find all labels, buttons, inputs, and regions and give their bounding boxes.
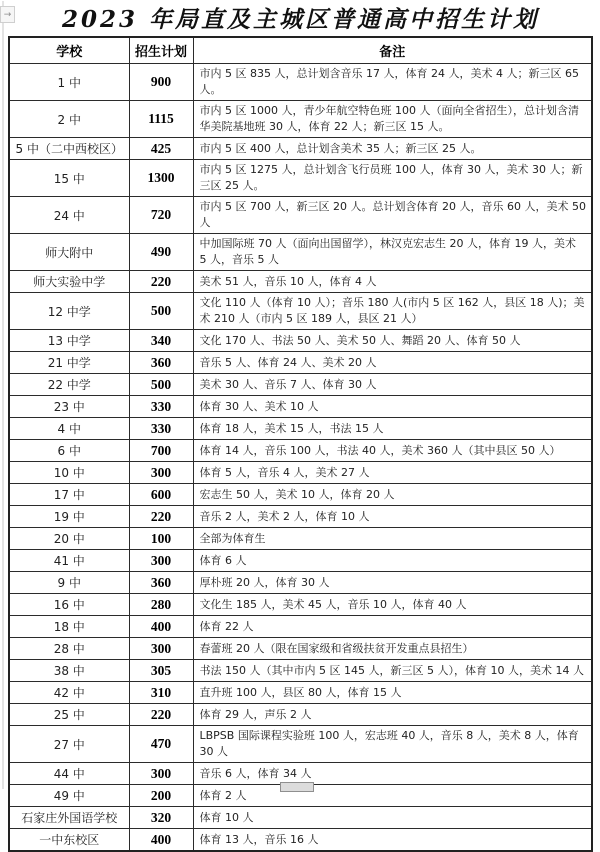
remark-cell: 市内 5 区 400 人，总计划含美术 35 人；新三区 25 人。: [193, 138, 592, 160]
table-row: [9, 374, 592, 396]
plan-cell: 320: [129, 807, 193, 829]
table-row: [9, 484, 592, 506]
school-cell: 18 中: [9, 616, 129, 638]
school-cell: 38 中: [9, 660, 129, 682]
school-cell: 5 中（二中西校区）: [9, 138, 129, 160]
remark-cell: 体育 30 人、美术 10 人: [193, 396, 592, 418]
school-cell: 25 中: [9, 704, 129, 726]
school-cell: 20 中: [9, 528, 129, 550]
plan-cell: 360: [129, 572, 193, 594]
plan-cell: 500: [129, 293, 193, 330]
plan-cell: 200: [129, 785, 193, 807]
plan-cell: 300: [129, 763, 193, 785]
plan-cell: 300: [129, 550, 193, 572]
remark-cell: 市内 5 区 835 人，总计划含音乐 17 人，体育 24 人，美术 4 人；新三区 65 人。: [193, 64, 592, 101]
school-cell: 28 中: [9, 638, 129, 660]
remark-cell: 美术 51 人，音乐 10 人，体育 4 人: [193, 271, 592, 293]
table-row: [9, 418, 592, 440]
plan-cell: 400: [129, 829, 193, 852]
remark-cell: 体育 29 人，声乐 2 人: [193, 704, 592, 726]
remark-cell: 音乐 5 人、体育 24 人、美术 20 人: [193, 352, 592, 374]
table-row: [9, 638, 592, 660]
table-row: [9, 160, 592, 197]
page-title: 2023 年局直及主城区普通高中招生计划: [61, 6, 540, 33]
table-row: [9, 271, 592, 293]
plan-cell: 220: [129, 506, 193, 528]
plan-cell: 425: [129, 138, 193, 160]
school-cell: 6 中: [9, 440, 129, 462]
table-row: [9, 352, 592, 374]
remark-cell: 直升班 100 人，县区 80 人，体育 15 人: [193, 682, 592, 704]
school-cell: 12 中学: [9, 293, 129, 330]
table-row: [9, 572, 592, 594]
school-cell: 9 中: [9, 572, 129, 594]
school-cell: 24 中: [9, 197, 129, 234]
table-row: [9, 807, 592, 829]
school-cell: 10 中: [9, 462, 129, 484]
school-cell: 27 中: [9, 726, 129, 763]
remark-cell: 市内 5 区 700 人，新三区 20 人。总计划含体育 20 人，音乐 60 人，美术 50 人: [193, 197, 592, 234]
school-cell: 42 中: [9, 682, 129, 704]
remark-cell: 音乐 6 人，体育 34 人: [193, 763, 592, 785]
page-edge-line: [2, 1, 4, 789]
plan-cell: 500: [129, 374, 193, 396]
remark-cell: 文化 110 人（体育 10 人）；音乐 180 人(市内 5 区 162 人，县区 18 人)；美术 210 人（市内 5 区 189 人，县区 21 人）: [193, 293, 592, 330]
arrow-right-icon: →: [3, 9, 12, 20]
plan-cell: 300: [129, 462, 193, 484]
table-row: [9, 330, 592, 352]
remark-cell: 全部为体育生: [193, 528, 592, 550]
plan-cell: 360: [129, 352, 193, 374]
header-row: [9, 37, 592, 64]
school-cell: 师大实验中学: [9, 271, 129, 293]
table-row: [9, 396, 592, 418]
school-cell: 1 中: [9, 64, 129, 101]
school-cell: 石家庄外国语学校: [9, 807, 129, 829]
school-cell: 13 中学: [9, 330, 129, 352]
plan-cell: 280: [129, 594, 193, 616]
school-cell: 19 中: [9, 506, 129, 528]
school-cell: 21 中学: [9, 352, 129, 374]
plan-cell: 310: [129, 682, 193, 704]
remark-cell: 体育 5 人，音乐 4 人，美术 27 人: [193, 462, 592, 484]
table-row: [9, 829, 592, 852]
table-row: [9, 64, 592, 101]
school-cell: 16 中: [9, 594, 129, 616]
table-row: [9, 197, 592, 234]
remark-cell: 中加国际班 70 人（面向出国留学），林汉克宏志生 20 人，体育 19 人，美术 5 人，音乐 5 人: [193, 234, 592, 271]
remark-cell: 体育 6 人: [193, 550, 592, 572]
header-remark: 备注: [193, 37, 592, 64]
table-row: [9, 462, 592, 484]
remark-cell: 体育 10 人: [193, 807, 592, 829]
school-cell: 2 中: [9, 101, 129, 138]
remark-cell: 音乐 2 人，美术 2 人，体育 10 人: [193, 506, 592, 528]
remark-cell: 体育 22 人: [193, 616, 592, 638]
plan-cell: 490: [129, 234, 193, 271]
table-row: [9, 506, 592, 528]
table-row: [9, 616, 592, 638]
table-row: [9, 660, 592, 682]
plan-cell: 340: [129, 330, 193, 352]
table-row: [9, 528, 592, 550]
plan-cell: 100: [129, 528, 193, 550]
remark-cell: 体育 2 人: [193, 785, 592, 807]
remark-cell: 体育 13 人，音乐 16 人: [193, 829, 592, 852]
remark-cell: 体育 14 人，音乐 100 人，书法 40 人，美术 360 人（其中县区 50 人）: [193, 440, 592, 462]
plan-cell: 400: [129, 616, 193, 638]
table-row: [9, 682, 592, 704]
plan-cell: 900: [129, 64, 193, 101]
table-row: [9, 293, 592, 330]
table-row: [9, 440, 592, 462]
enrollment-table: [8, 36, 593, 852]
margin-marker: [0, 6, 15, 23]
school-cell: 一中东校区: [9, 829, 129, 852]
plan-cell: 330: [129, 396, 193, 418]
plan-cell: 305: [129, 660, 193, 682]
plan-cell: 330: [129, 418, 193, 440]
remark-cell: 厚朴班 20 人，体育 30 人: [193, 572, 592, 594]
remark-cell: 体育 18 人，美术 15 人，书法 15 人: [193, 418, 592, 440]
plan-cell: 1300: [129, 160, 193, 197]
remark-cell: 书法 150 人（其中市内 5 区 145 人，新三区 5 人），体育 10 人，美术 14 人: [193, 660, 592, 682]
table-body: [9, 64, 592, 852]
school-cell: 44 中: [9, 763, 129, 785]
remark-cell: 春蕾班 20 人（限在国家级和省级扶贫开发重点县招生）: [193, 638, 592, 660]
table-row: [9, 101, 592, 138]
remark-cell: 市内 5 区 1275 人，总计划含飞行员班 100 人，体育 30 人，美术 30 人；新三区 25 人。: [193, 160, 592, 197]
header-plan: 招生计划: [129, 37, 193, 64]
remark-cell: 文化 170 人、书法 50 人、美术 50 人、舞蹈 20 人、体育 50 人: [193, 330, 592, 352]
school-cell: 49 中: [9, 785, 129, 807]
school-cell: 15 中: [9, 160, 129, 197]
school-cell: 师大附中: [9, 234, 129, 271]
table-row: [9, 138, 592, 160]
plan-cell: 600: [129, 484, 193, 506]
plan-cell: 220: [129, 704, 193, 726]
remark-cell: 文化生 185 人，美术 45 人，音乐 10 人，体育 40 人: [193, 594, 592, 616]
table-row: [9, 704, 592, 726]
remark-cell: 宏志生 50 人，美术 10 人，体育 20 人: [193, 484, 592, 506]
school-cell: 23 中: [9, 396, 129, 418]
table-row: [9, 726, 592, 763]
remark-cell: 美术 30 人、音乐 7 人、体育 30 人: [193, 374, 592, 396]
plan-cell: 300: [129, 638, 193, 660]
table-row: [9, 594, 592, 616]
header-school: 学校: [9, 37, 129, 64]
table-row: [9, 234, 592, 271]
plan-cell: 220: [129, 271, 193, 293]
school-cell: 41 中: [9, 550, 129, 572]
school-cell: 17 中: [9, 484, 129, 506]
plan-cell: 720: [129, 197, 193, 234]
remark-cell: LBPSB 国际课程实验班 100 人，宏志班 40 人，音乐 8 人，美术 8 人，体育 30 人: [193, 726, 592, 763]
plan-cell: 700: [129, 440, 193, 462]
school-cell: 4 中: [9, 418, 129, 440]
table-row: [9, 550, 592, 572]
plan-cell: 1115: [129, 101, 193, 138]
school-cell: 22 中学: [9, 374, 129, 396]
remark-cell: 市内 5 区 1000 人，青少年航空特色班 100 人（面向全省招生），总计划含清华美院基地班 30 人，体育 22 人；新三区 15 人。: [193, 101, 592, 138]
selection-handle: [280, 782, 314, 792]
plan-cell: 470: [129, 726, 193, 763]
